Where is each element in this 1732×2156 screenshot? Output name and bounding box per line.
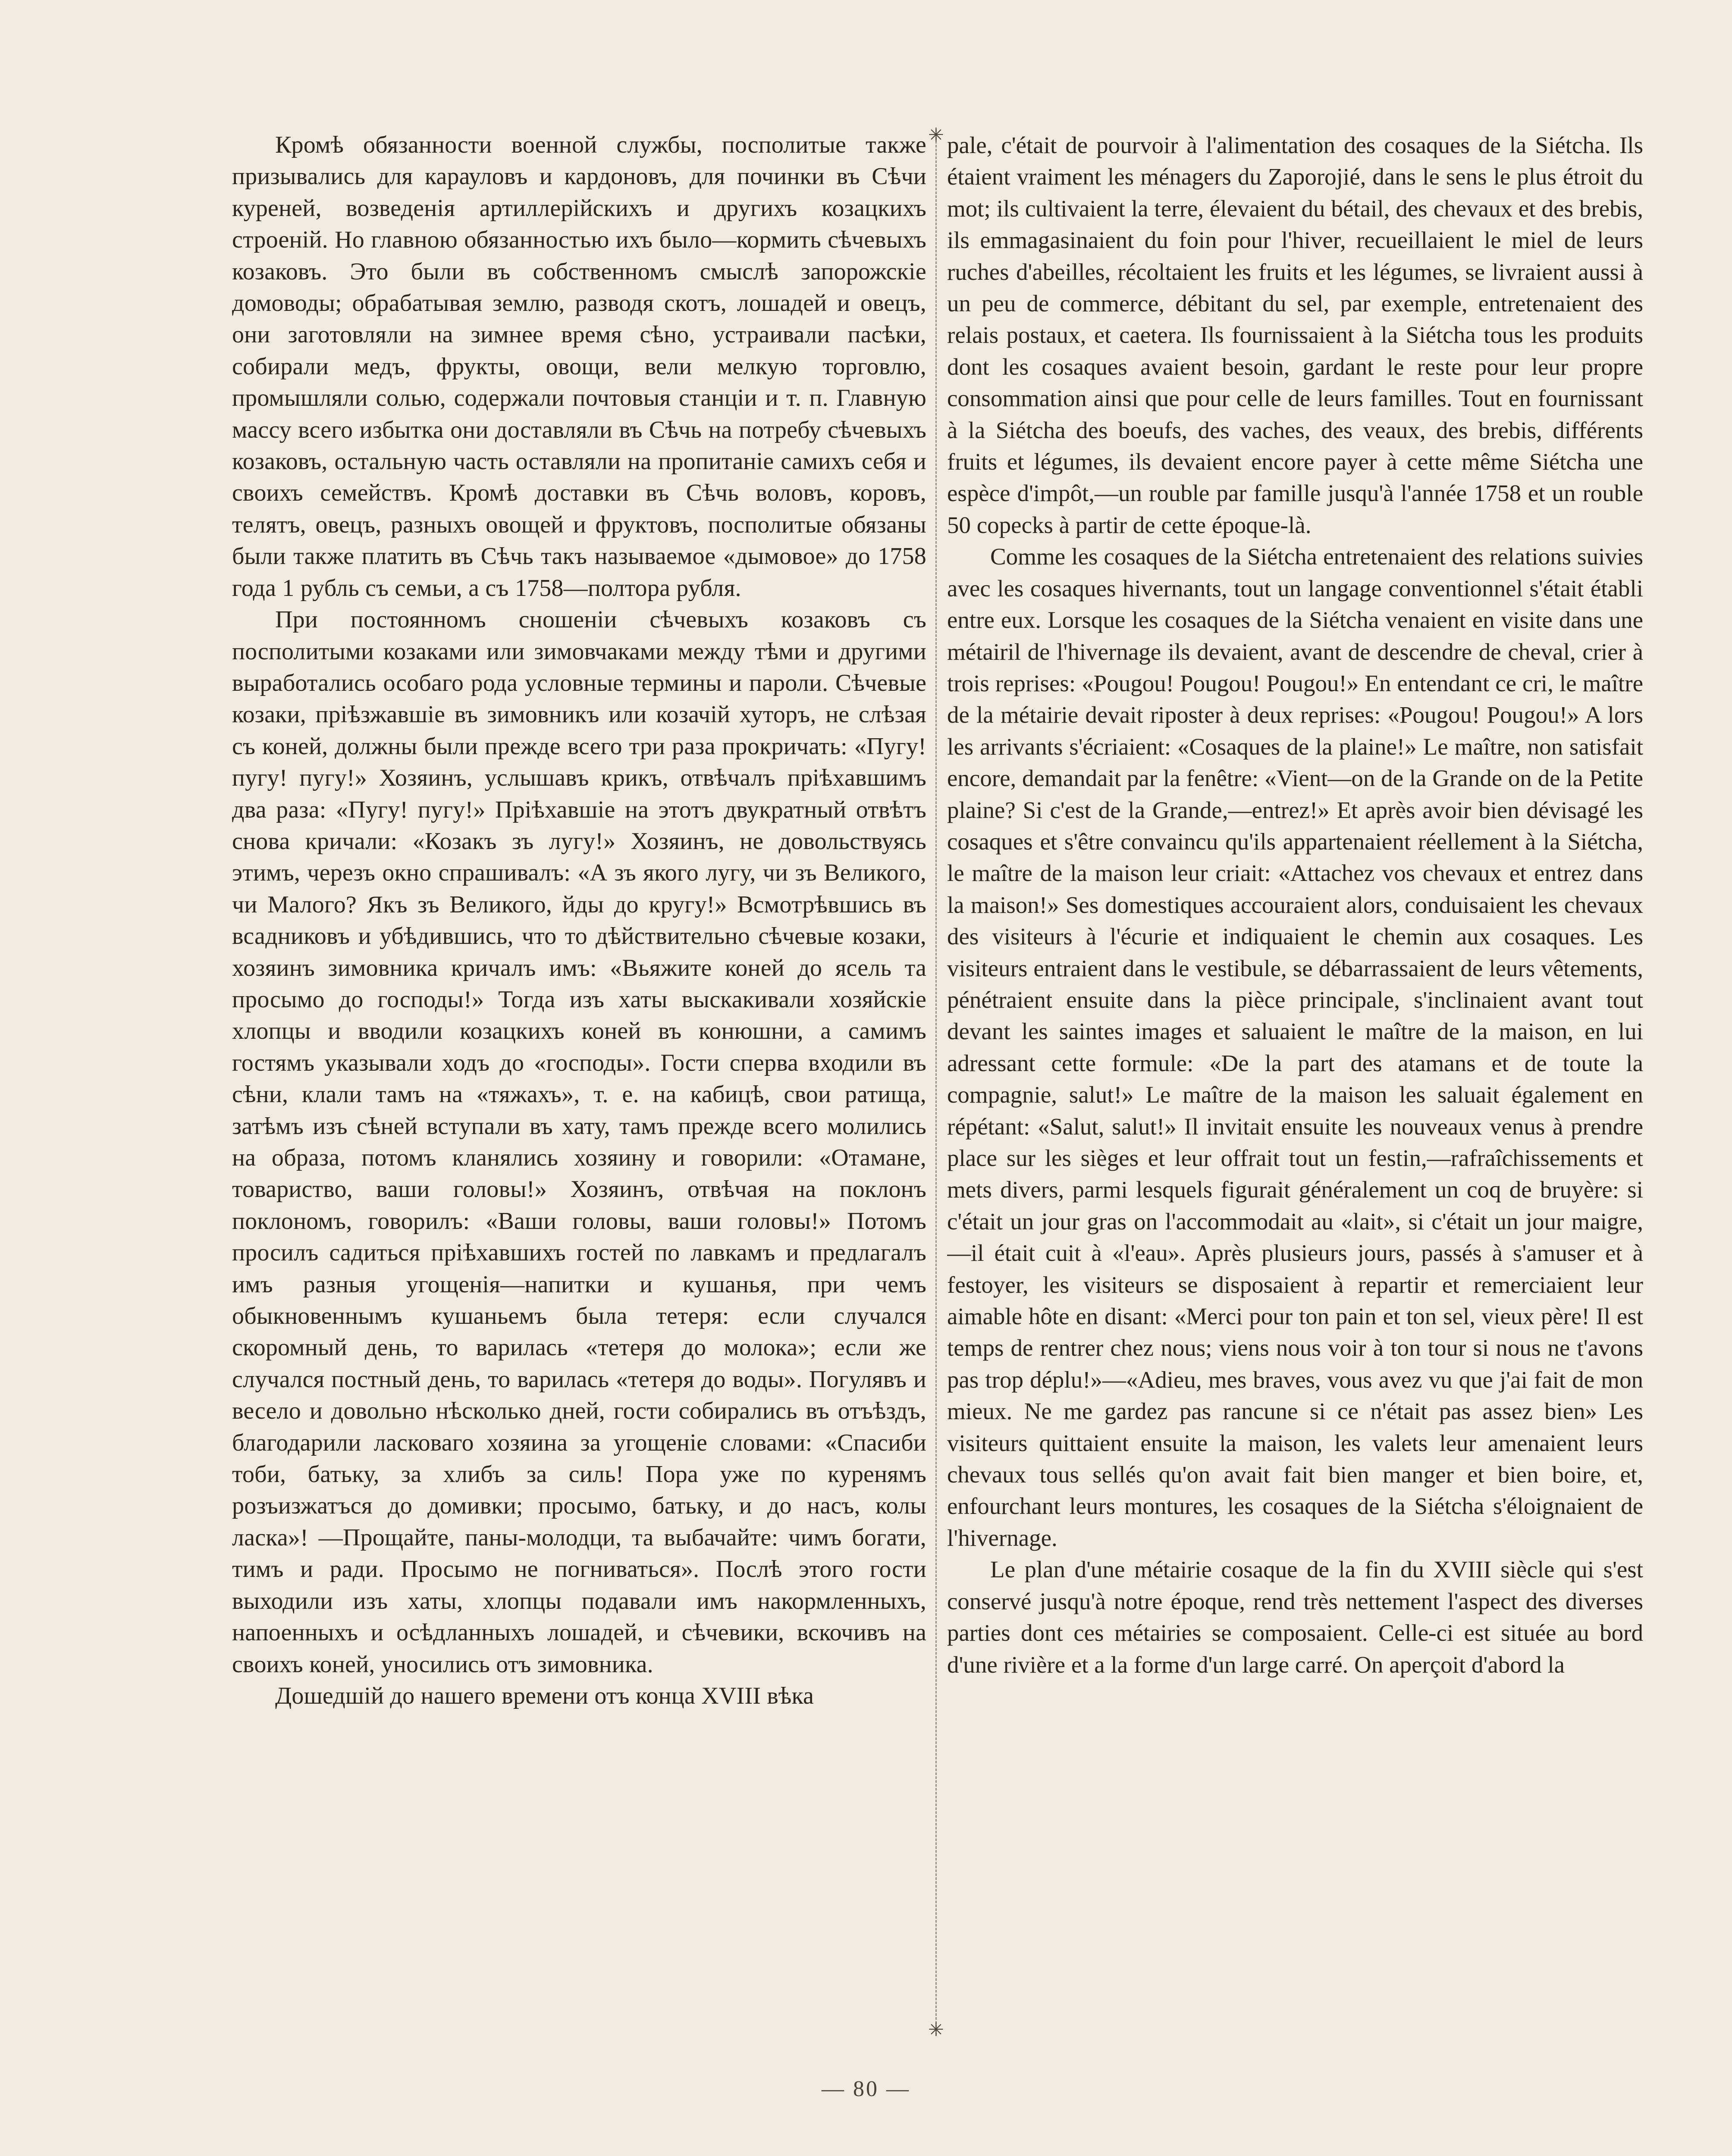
paragraph: Le plan d'une métairie cosaque de la fin du XVIII siècle qui s'est conservé jusqu'à notre époque, rend très nettement l'aspect des diverses parties dont ces métairies se composaient. Celle-ci est située au bord d'une rivière et a la forme d'un large carré. On aperçoit d'abord la [947, 1556, 1643, 1678]
page-number: — 80 — [822, 2077, 910, 2101]
right-column-french [947, 129, 1643, 2044]
paragraph: Кромѣ обязанности военной службы, посполитые также призывались для карауловъ и кардоновъ, для починки въ Сѣчи куреней, возведенія артиллерійскихъ и другихъ козацкихъ строеній. Но главною обязанностью ихъ было—кормить сѣчевыхъ козаковъ. Это были въ собственномъ смыслѣ запорожскіе домоводы; обрабатывая землю, разводя скотъ, лошадей и овецъ, они заготовляли на зимнее время сѣно, устраивали пасѣки, собирали медъ, фрукты, овощи, вели мелкую торговлю, промышляли солью, содержали почтовыя станціи и т. п. Главную массу всего избытка они доставляли въ Сѣчь на потребу сѣчевыхъ козаковъ, остальную часть оставляли на пропитаніе самихъ себя и своихъ семействъ. Кромѣ доставки въ Сѣчь воловъ, коровъ, телятъ, овецъ, разныхъ овощей и фруктовъ, посполитые обязаны были также платить въ Сѣчь такъ называемое «дымовое» до 1758 года 1 рубль съ семьи, а съ 1758—полтора рубля. [232, 132, 926, 602]
paragraph: pale, c'était de pourvoir à l'alimentation des cosaques de la Siétcha. Ils étaient vraiment les ménagers du Zaporojié, dans le sens le plus étroit du mot; ils cultivaient la terre, élevaient du bétail, des chevaux et des brebis, ils emmagasinaient du foin pour l'hiver, recueillaient le miel de leurs ruches d'abeilles, récoltaient les fruits et les légumes, se livraient aussi à un peu de commerce, débitant du sel, par exemple, entretenaient des relais postaux, et caetera. Ils fournissaient à la Siétcha tous les produits dont les cosaques avaient besoin, gardant le reste pour leur propre consommation ainsi que pour celle de leurs familles. Tout en fournissant à la Siétcha des boeufs, des vaches, des veaux, des brebis, différents fruits et légumes, ils devaient encore payer à cette même Siétcha une espèce d'impôt,—un rouble par famille jusqu'à l'année 1758 et un rouble 50 copecks à partir de cette époque-là. [947, 132, 1643, 538]
asterisk-ornament-icon: ✳ [928, 2019, 944, 2040]
asterisk-ornament-icon: ✳ [928, 125, 944, 146]
column-divider [935, 129, 937, 2035]
paragraph: При постоянномъ сношеніи сѣчевыхъ козаковъ съ посполитыми козаками или зимовчаками между тѣми и другими выработались особаго рода условные термины и пароли. Сѣчевые козаки, пріѣзжавшіе въ зимовникъ или козачій хуторъ, не слѣзая съ коней, должны были прежде всего три раза прокричать: «Пугу! пугу! пугу!» Хозяинъ, услышавъ крикъ, отвѣчалъ пріѣхавшимъ два раза: «Пугу! пугу!» Пріѣхавшіе на этотъ двукратный отвѣтъ снова кричали: «Козакъ зъ лугу!» Хозяинъ, не довольствуясь этимъ, черезъ окно спрашивалъ: «А зъ якого лугу, чи зъ Великого, чи Малого? Якъ зъ Великого, йды до кругу!» Всмотрѣвшись въ всадниковъ и убѣдившись, что то дѣйствительно сѣчевые козаки, хозяинъ зимовника кричалъ имъ: «Вьяжите коней до ясель та просымо до господы!» Тогда изъ хаты выскакивали хозяйскіе хлопцы и вводили козацкихъ коней въ конюшни, а самимъ гостямъ указывали ходъ до «господы». Гости сперва входили въ сѣни, клали тамъ на «тяжахъ», т. е. на кабицѣ, свои ратища, затѣмъ изъ сѣней вступали въ хату, тамъ прежде всего молились на образа, потомъ кланялись хозяину и говорили: «Отамане, товариство, ваши головы!» Хозяинъ, отвѣчая на поклонъ поклономъ, говорилъ: «Ваши головы, ваши головы!» Потомъ просилъ садиться пріѣхавшихъ гостей по лавкамъ и предлагалъ имъ разныя угощенія—напитки и кушанья, при чемъ обыкновеннымъ кушаньемъ была тетеря: если случался скоромный день, то варилась «тетеря до молока»; если же случался постный день, то варилась «тетеря до воды». Погулявъ и весело и довольно нѣсколько дней, гости собирались въ отъѣздъ, благодарили ласковаго хозяина за угощеніе словами: «Спасиби тоби, батьку, за хлибъ за силь! Пора уже по куренямъ розъизжатъся до домивки; просымо, батьку, и до насъ, колы ласка»! —Прощайте, паны-молодци, та выбачайте: чимъ богати, тимъ и ради. Просымо не погниваться». Послѣ этого гости выходили изъ хаты, хлопцы подавали имъ накормленныхъ, напоенныхъ и осѣдланныхъ лошадей, и сѣчевики, вскочивъ на своихъ коней, уносились отъ зимовника. [232, 606, 926, 1678]
left-column-russian [232, 129, 926, 2044]
paragraph: Comme les cosaques de la Siétcha entretenaient des relations suivies avec les cosaques hivernants, tout un langage conventionnel s'était établi entre eux. Lorsque les cosaques de la Siétcha venaient en visite dans une métairil de l'hivernage ils devaient, avant de descendre de cheval, crier à trois reprises: «Pougou! Pougou! Pougou!» En entendant ce cri, le maître de la métairie devait riposter à deux reprises: «Pougou! Pougou!» A lors les arrivants s'écriaient: «Cosaques de la plaine!» Le maître, non satisfait encore, demandait par la fenêtre: «Vient—on de la Grande on de la Petite plaine? Si c'est de la Grande,—entrez!» Et après avoir bien dévisagé les cosaques et s'être convaincu qu'ils appartenaient réellement à la Siétcha, le maître de la maison leur criait: «Attachez vos chevaux et entrez dans la maison!» Ses domestiques accouraient alors, conduisaient les chevaux des visiteurs à l'écurie et indiquaient le chemin aux cosaques. Les visiteurs entraient dans le vestibule, se débarrassaient de leurs vêtements, pénétraient ensuite dans la pièce principale, s'inclinaient avant tout devant les saintes images et saluaient le maître de la maison, en lui adressant cette formule: «De la part des atamans et de toute la compagnie, salut!» Le maître de la maison les saluait également en répétant: «Salut, salut!» Il invitait ensuite les nouveaux venus à prendre place sur les sièges et leur offrait tout un festin,—rafraîchissements et mets divers, parmi lesquels figurait généralement un coq de bruyère: si c'était un jour gras on l'accommodait au «lait», si c'était un jour maigre,—il était cuit à «l'eau». Après plusieurs jours, passés à s'amuser et à festoyer, les visiteurs se disposaient à repartir et remerciaient leur aimable hôte en disant: «Merci pour ton pain et ton sel, vieux père! Il est temps de rentrer chez nous; viens nous voir à ton tour si nous ne t'avons pas trop déplu!»—«Adieu, mes braves, vous avez vu que j'ai fait de mon mieux. Ne me gardez pas rancune si ce n'était pas assez bien» Les visiteurs quittaient ensuite la maison, les valets leur amenaient leurs chevaux tous sellés qu'on avait fait bien manger et bien boire, et, enfourchant leurs montures, les cosaques de la Siétcha s'éloignaient de l'hivernage. [947, 543, 1643, 1551]
paragraph: Дошедшій до нашего времени отъ конца XVIII вѣка [275, 1682, 814, 1709]
